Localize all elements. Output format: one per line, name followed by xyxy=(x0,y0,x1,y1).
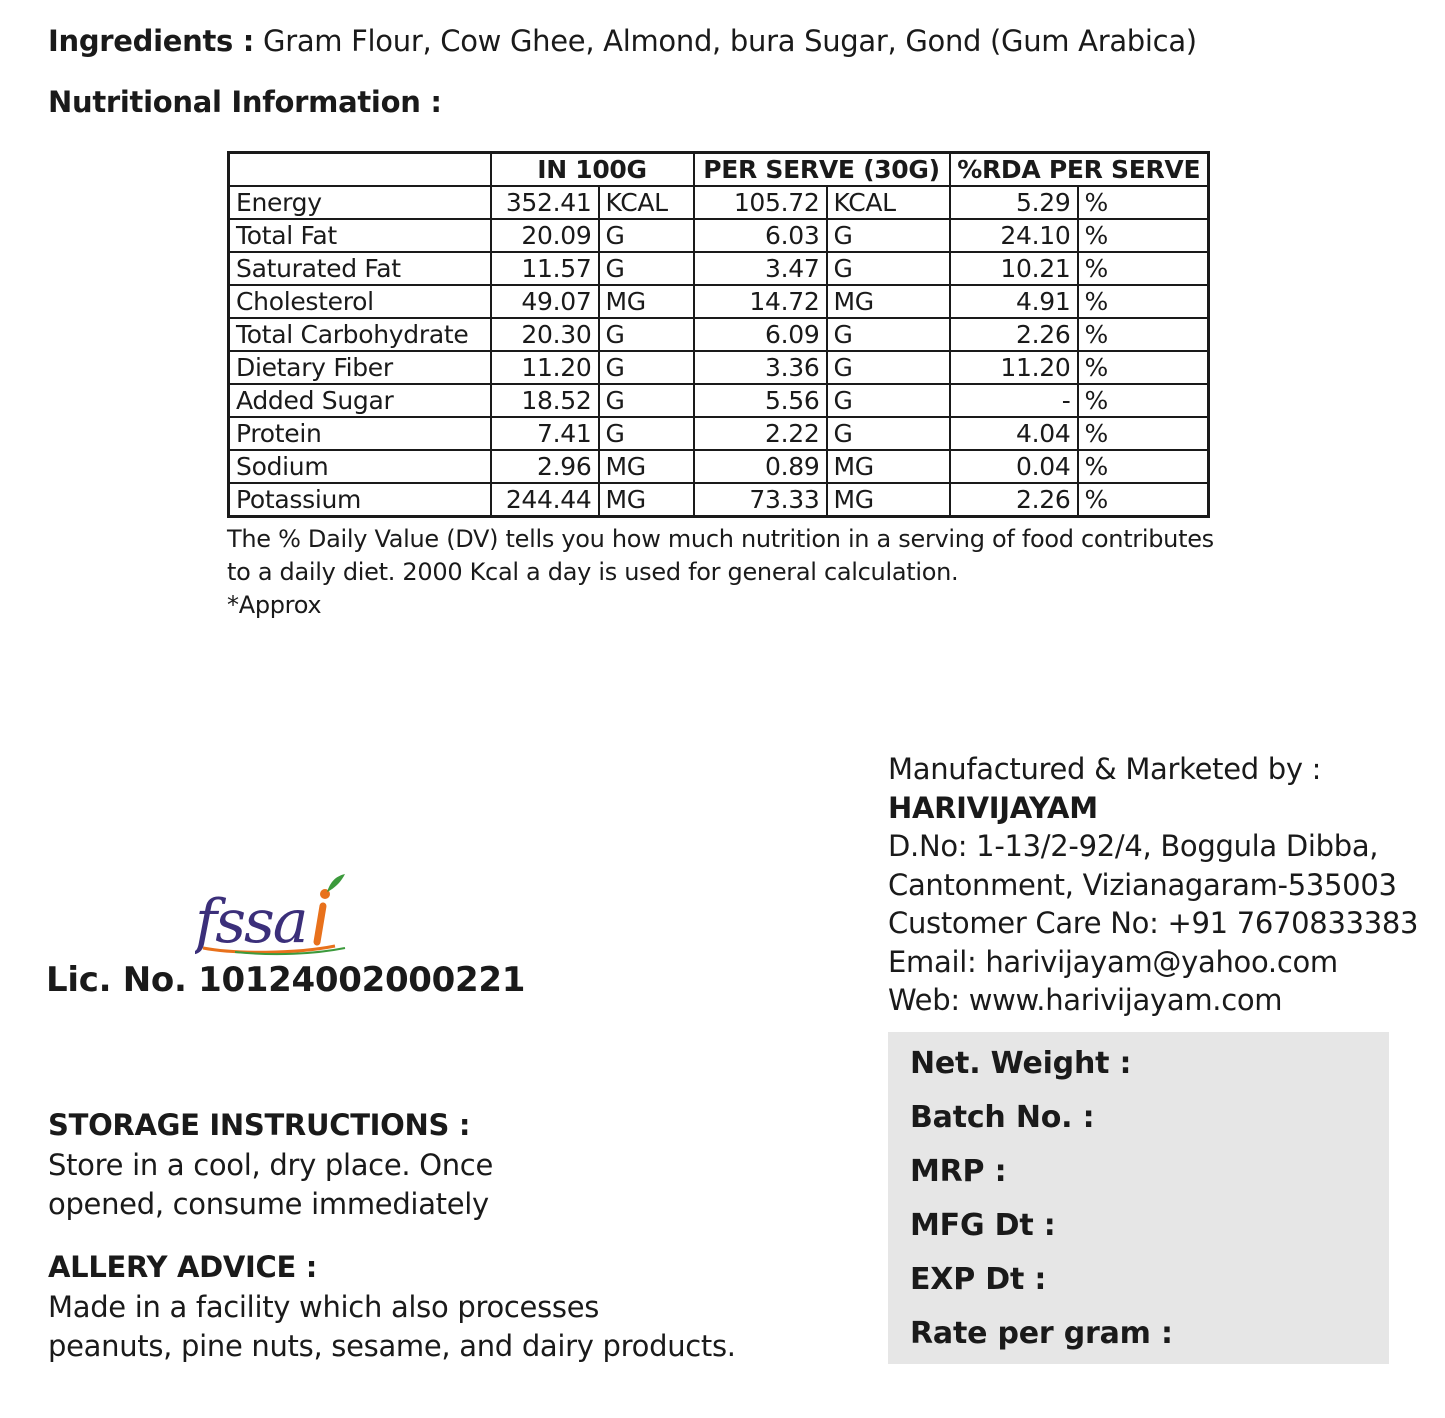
nutrition-row xyxy=(229,252,1209,285)
rda-unit: % xyxy=(1078,219,1209,252)
storage-line: Store in a cool, dry place. Once xyxy=(48,1148,493,1182)
unit-per-serve: G xyxy=(827,318,950,351)
manufacturer-name: HARIVIJAYAM xyxy=(888,790,1098,825)
rda-unit: % xyxy=(1078,450,1209,483)
unit-per-serve: MG xyxy=(827,285,950,318)
email: Email: harivijayam@yahoo.com xyxy=(888,944,1338,979)
unit-per-100g: MG xyxy=(599,285,694,318)
nutrient-name: Protein xyxy=(229,417,491,450)
value-per-100g: 2.96 xyxy=(491,450,599,483)
rda-unit: % xyxy=(1078,186,1209,219)
batch-info-box xyxy=(888,1032,1389,1364)
unit-per-serve: G xyxy=(827,219,950,252)
allergy-line: peanuts, pine nuts, sesame, and dairy products. xyxy=(48,1328,736,1363)
nutrition-row xyxy=(229,351,1209,384)
value-per-100g: 20.30 xyxy=(491,318,599,351)
rda-value: 2.26 xyxy=(950,483,1078,517)
nutrient-name: Energy xyxy=(229,186,491,219)
dv-note-line: The % Daily Value (DV) tells you how much nutrition in a serving of food contributes xyxy=(227,525,1214,553)
nutrient-name: Total Fat xyxy=(229,219,491,252)
nutrition-row xyxy=(229,285,1209,318)
unit-per-100g: KCAL xyxy=(599,186,694,219)
nutrient-name: Sodium xyxy=(229,450,491,483)
nutrition-table xyxy=(227,151,1210,518)
unit-per-100g: MG xyxy=(599,450,694,483)
value-per-100g: 11.57 xyxy=(491,252,599,285)
nutrient-name: Dietary Fiber xyxy=(229,351,491,384)
nutrition-row xyxy=(229,483,1209,517)
value-per-100g: 20.09 xyxy=(491,219,599,252)
rate-per-gram-label: Rate per gram : xyxy=(910,1316,1173,1351)
nutrient-name: Potassium xyxy=(229,483,491,517)
rda-unit: % xyxy=(1078,351,1209,384)
unit-per-serve: G xyxy=(827,252,950,285)
fssai-logo xyxy=(195,870,355,964)
unit-per-100g: MG xyxy=(599,483,694,517)
mfg-date-label: MFG Dt : xyxy=(910,1208,1056,1243)
nutrient-name: Total Carbohydrate xyxy=(229,318,491,351)
value-per-100g: 49.07 xyxy=(491,285,599,318)
nutrition-row xyxy=(229,186,1209,219)
nutrition-row xyxy=(229,450,1209,483)
rda-value: 5.29 xyxy=(950,186,1078,219)
nutrient-name: Added Sugar xyxy=(229,384,491,417)
value-per-serve: 2.22 xyxy=(694,417,827,450)
customer-care: Customer Care No: +91 7670833383 xyxy=(888,906,1419,940)
unit-per-100g: G xyxy=(599,318,694,351)
value-per-100g: 352.41 xyxy=(491,186,599,219)
license-number: Lic. No. 10124002000221 xyxy=(46,960,526,1000)
manufacturer-label: Manufactured & Marketed by : xyxy=(888,752,1322,786)
unit-per-serve: MG xyxy=(827,450,950,483)
rda-value: - xyxy=(950,384,1078,417)
unit-per-serve: G xyxy=(827,384,950,417)
nutrition-row xyxy=(229,318,1209,351)
rda-unit: % xyxy=(1078,384,1209,417)
unit-per-100g: G xyxy=(599,384,694,417)
allergy-text xyxy=(48,1288,736,1365)
unit-per-100g: G xyxy=(599,417,694,450)
nutrition-row xyxy=(229,384,1209,417)
allergy-heading: ALLERY ADVICE : xyxy=(48,1250,318,1284)
unit-per-100g: G xyxy=(599,351,694,384)
rda-value: 11.20 xyxy=(950,351,1078,384)
value-per-serve: 105.72 xyxy=(694,186,827,219)
rda-value: 4.04 xyxy=(950,417,1078,450)
allergy-line: Made in a facility which also processes xyxy=(48,1290,600,1324)
rda-unit: % xyxy=(1078,417,1209,450)
header-in-100g: IN 100G xyxy=(491,153,694,187)
rda-value: 24.10 xyxy=(950,219,1078,252)
fssai-logo-graphic xyxy=(195,870,355,960)
nutrition-row xyxy=(229,219,1209,252)
storage-text xyxy=(48,1146,493,1223)
value-per-100g: 18.52 xyxy=(491,384,599,417)
storage-line: opened, consume immediately xyxy=(48,1186,489,1221)
rda-unit: % xyxy=(1078,285,1209,318)
nutrition-header-row xyxy=(229,153,1209,187)
daily-value-note xyxy=(227,523,1214,622)
value-per-serve: 3.36 xyxy=(694,351,827,384)
value-per-serve: 73.33 xyxy=(694,483,827,517)
value-per-serve: 14.72 xyxy=(694,285,827,318)
website: Web: www.harivijayam.com xyxy=(888,983,1283,1017)
dv-note-line: to a daily diet. 2000 Kcal a day is used for general calculation. xyxy=(227,558,959,586)
ingredients-text: Gram Flour, Cow Ghee, Almond, bura Sugar, Gond (Gum Arabica) xyxy=(263,24,1197,58)
storage-heading: STORAGE INSTRUCTIONS : xyxy=(48,1108,471,1142)
batch-no-label: Batch No. : xyxy=(910,1100,1095,1135)
header-per-serve: PER SERVE (30G) xyxy=(694,153,950,187)
unit-per-100g: G xyxy=(599,219,694,252)
rda-unit: % xyxy=(1078,252,1209,285)
unit-per-serve: G xyxy=(827,351,950,384)
nutrient-name: Cholesterol xyxy=(229,285,491,318)
value-per-serve: 6.09 xyxy=(694,318,827,351)
unit-per-serve: G xyxy=(827,417,950,450)
value-per-serve: 3.47 xyxy=(694,252,827,285)
approx-note: *Approx xyxy=(227,591,322,619)
rda-unit: % xyxy=(1078,483,1209,517)
header-blank xyxy=(229,153,491,187)
unit-per-serve: MG xyxy=(827,483,950,517)
mrp-label: MRP : xyxy=(910,1154,1007,1189)
header-rda: %RDA PER SERVE xyxy=(950,153,1209,187)
ingredients-line xyxy=(48,24,1197,58)
exp-date-label: EXP Dt : xyxy=(910,1262,1047,1297)
nutrition-heading: Nutritional Information : xyxy=(48,85,442,119)
value-per-serve: 5.56 xyxy=(694,384,827,417)
value-per-100g: 11.20 xyxy=(491,351,599,384)
ingredients-label: Ingredients : xyxy=(48,24,255,58)
rda-value: 4.91 xyxy=(950,285,1078,318)
unit-per-100g: G xyxy=(599,252,694,285)
address-line: D.No: 1-13/2-92/4, Boggula Dibba, xyxy=(888,829,1379,863)
address-line: Cantonment, Vizianagaram-535003 xyxy=(888,867,1397,902)
unit-per-serve: KCAL xyxy=(827,186,950,219)
rda-unit: % xyxy=(1078,318,1209,351)
value-per-100g: 244.44 xyxy=(491,483,599,517)
rda-value: 0.04 xyxy=(950,450,1078,483)
value-per-serve: 0.89 xyxy=(694,450,827,483)
rda-value: 10.21 xyxy=(950,252,1078,285)
rda-value: 2.26 xyxy=(950,318,1078,351)
value-per-serve: 6.03 xyxy=(694,219,827,252)
nutrient-name: Saturated Fat xyxy=(229,252,491,285)
nutrition-row xyxy=(229,417,1209,450)
value-per-100g: 7.41 xyxy=(491,417,599,450)
net-weight-label: Net. Weight : xyxy=(910,1046,1132,1081)
svg-text:fssa: fssa xyxy=(195,887,307,957)
manufacturer-block xyxy=(888,750,1418,1020)
